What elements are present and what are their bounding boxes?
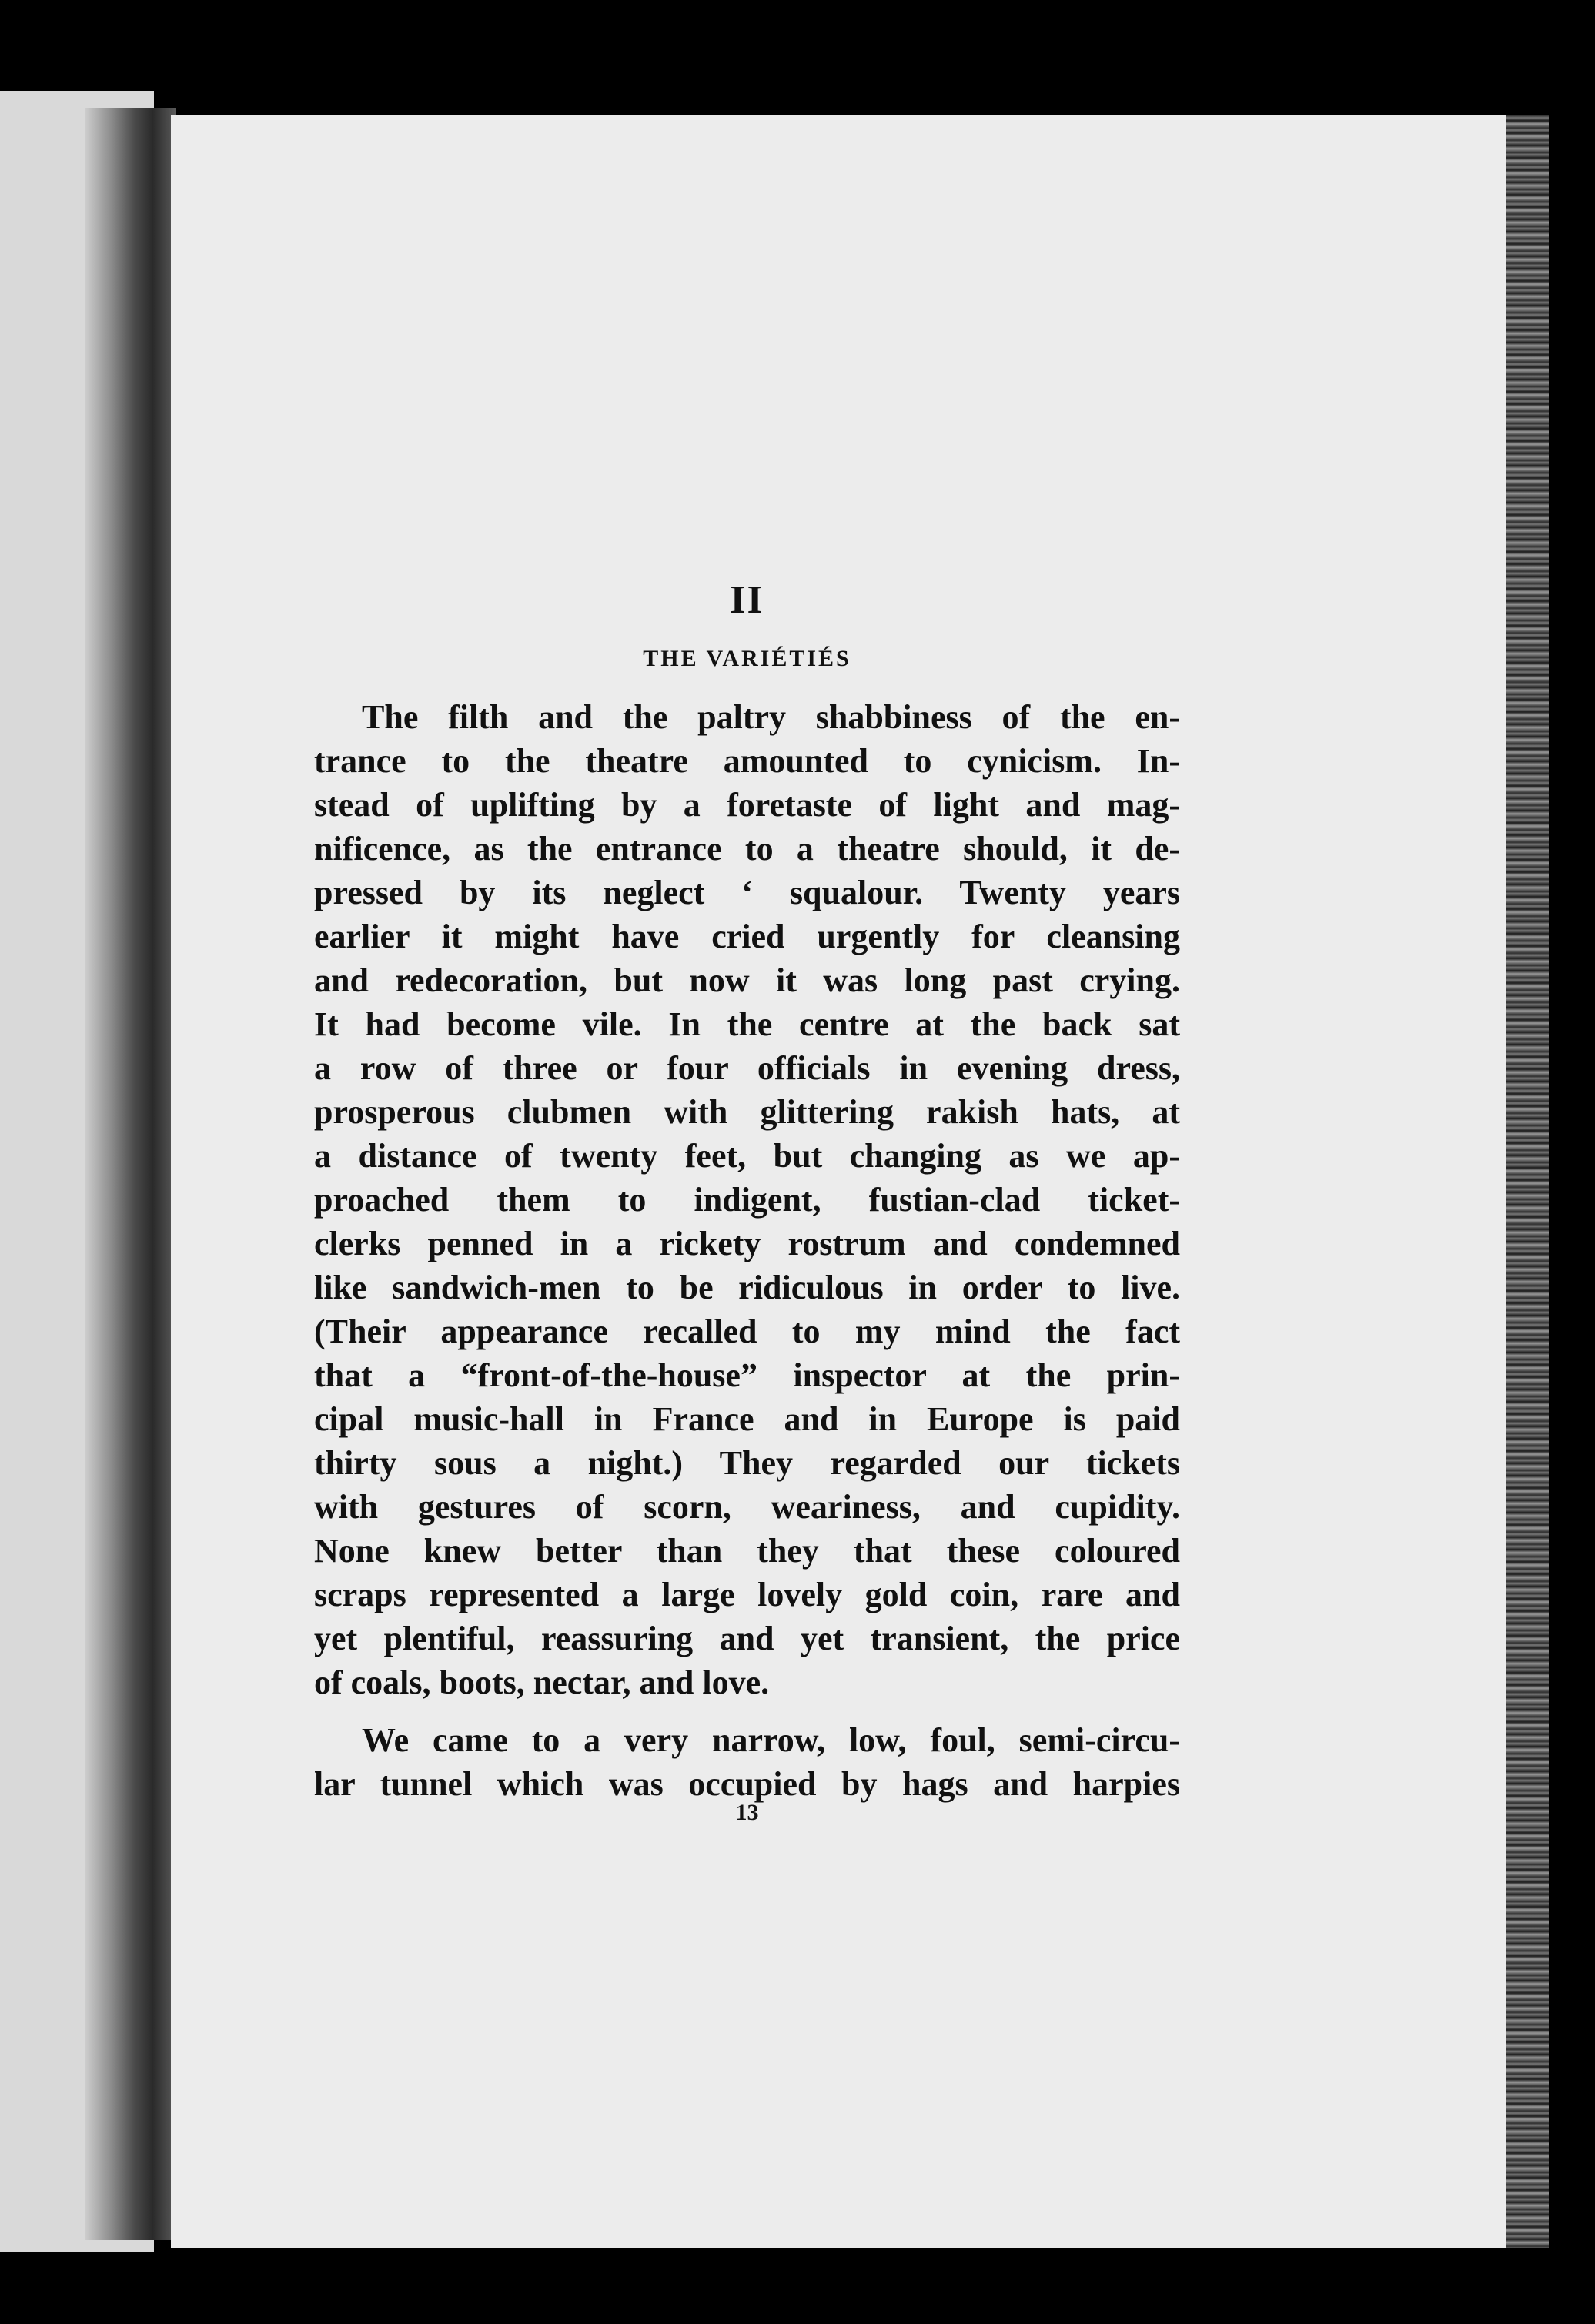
text-line: scraps represented a large lovely gold coin, rare and [314, 1576, 1180, 1613]
paragraph-2 [314, 1718, 1180, 1806]
book-page [171, 115, 1549, 2248]
text-line: earlier it might have cried urgently for cleansing [314, 918, 1180, 955]
page-edge-right [1506, 115, 1549, 2248]
text-line: a row of three or four officials in evening dress, [314, 1049, 1180, 1087]
text-line: lar tunnel which was occupied by hags and harpies [314, 1765, 1180, 1803]
text-line: with gestures of scorn, weariness, and cupidity. [314, 1488, 1180, 1526]
book-gutter [85, 108, 176, 2240]
text-line: stead of uplifting by a foretaste of light and mag- [314, 786, 1180, 824]
text-line: The filth and the paltry shabbiness of the en- [362, 698, 1180, 736]
text-line: like sandwich-men to be ridiculous in order to live. [314, 1269, 1180, 1306]
paragraph-1 [314, 695, 1180, 1704]
text-line: a distance of twenty feet, but changing as we ap- [314, 1137, 1180, 1175]
text-line: clerks penned in a rickety rostrum and condemned [314, 1225, 1180, 1262]
text-line: of coals, boots, nectar, and love. [314, 1664, 770, 1701]
text-line: and redecoration, but now it was long past crying. [314, 961, 1180, 999]
text-line: proached them to indigent, fustian-clad ticket- [314, 1181, 1180, 1219]
text-line: yet plentiful, reassuring and yet transient, the price [314, 1620, 1180, 1657]
text-line: None knew better than they that these coloured [314, 1532, 1180, 1570]
page-text [314, 577, 1180, 1826]
text-line: that a “front-of-the-house” inspector at the prin- [314, 1356, 1180, 1394]
chapter-title: THE VARIÉTIÉS [643, 646, 851, 671]
chapter-number: II [730, 578, 764, 622]
text-line: It had become vile. In the centre at the back sat [314, 1005, 1180, 1043]
text-line: cipal music-hall in France and in Europe is paid [314, 1400, 1180, 1438]
text-line: prosperous clubmen with glittering rakish hats, at [314, 1093, 1180, 1131]
page-number: 13 [735, 1800, 759, 1825]
text-line: pressed by its neglect ‘ squalour. Twenty years [314, 874, 1180, 911]
text-line: thirty sous a night.) They regarded our tickets [314, 1444, 1180, 1482]
text-line: (Their appearance recalled to my mind the fact [314, 1312, 1180, 1350]
text-line: We came to a very narrow, low, foul, semi-circu- [362, 1721, 1180, 1759]
text-line: nificence, as the entrance to a theatre should, it de- [314, 830, 1180, 868]
text-line: trance to the theatre amounted to cynicism. In- [314, 742, 1180, 780]
